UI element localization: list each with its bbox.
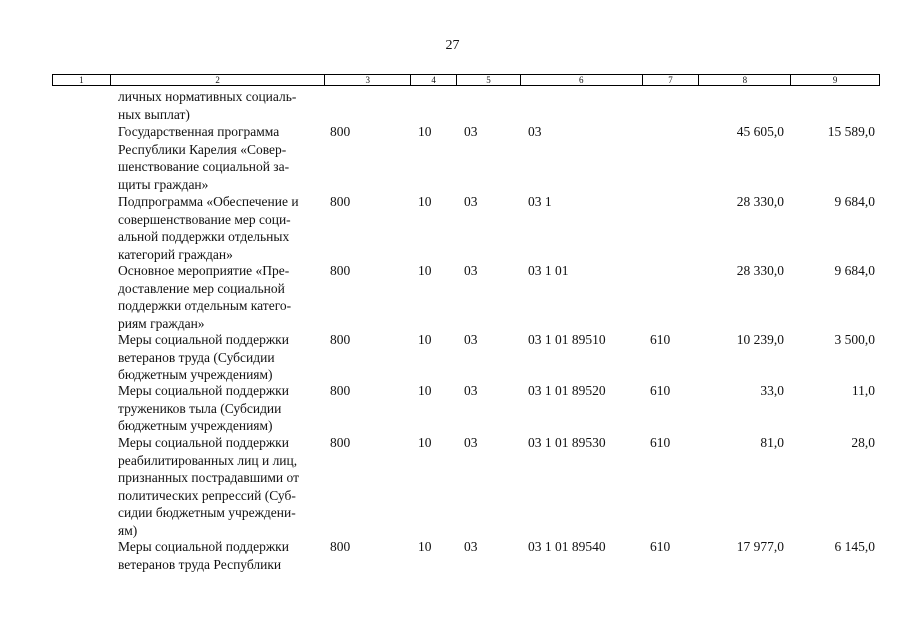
row-name-line: Меры социальной поддержки: [118, 383, 289, 398]
row-name-line: совершенствование мер соци-: [118, 211, 291, 227]
table-header: [52, 74, 880, 86]
row-name-line: ям): [118, 522, 138, 538]
row-name: [118, 262, 328, 332]
row-cell-c6: 03 1 01 89540: [528, 539, 606, 554]
row-name-line: щиты граждан»: [118, 176, 209, 192]
row-name-line: бюджетным учреждениям): [118, 418, 273, 433]
row-cell-c8: 17 977,0: [736, 539, 784, 554]
row-name-line: тружеников тыла (Субсидии: [118, 400, 282, 416]
row-cell-c5: 03: [464, 124, 478, 139]
row-name-line: категорий граждан»: [118, 246, 233, 262]
row-cell-c9: 9 684,0: [834, 194, 875, 209]
row-cell-c8: 28 330,0: [736, 263, 784, 278]
row-name-line: ветеранов труда (Субсидии: [118, 349, 275, 365]
row-name-line: доставление мер социальной: [118, 280, 285, 296]
row-cell-c5: 03: [464, 383, 478, 398]
row-cell-c9: 6 145,0: [834, 539, 875, 554]
row-name: [118, 123, 328, 193]
row-name-line: бюджетным учреждениям): [118, 367, 273, 382]
row-cell-c3: 800: [330, 124, 351, 139]
row-name: [118, 331, 328, 384]
row-name-line: Республики Карелия «Совер-: [118, 141, 287, 157]
row-cell-c5: 03: [464, 435, 478, 450]
row-cell-c3: 800: [330, 539, 351, 554]
row-cell-c9: 3 500,0: [834, 332, 875, 347]
row-name-line: сидии бюджетным учреждени-: [118, 505, 296, 520]
row-cell-c4: 10: [418, 263, 432, 278]
row-name-line: Основное мероприятие «Пре-: [118, 263, 290, 278]
row-cell-c5: 03: [464, 539, 478, 554]
row-cell-c7: 610: [650, 435, 671, 450]
row-name-line: Государственная программа: [118, 124, 280, 139]
row-name-line: Меры социальной поддержки: [118, 435, 289, 450]
row-cell-c3: 800: [330, 383, 351, 398]
header-col-8: 8: [699, 75, 791, 85]
row-cell-c4: 10: [418, 332, 432, 347]
row-name: [118, 88, 328, 123]
row-cell-c8: 10 239,0: [736, 332, 784, 347]
row-name-line: альной поддержки отдельных: [118, 229, 290, 244]
row-cell-c5: 03: [464, 194, 478, 209]
row-name-line: поддержки отдельным катего-: [118, 298, 292, 313]
row-cell-c6: 03 1 01: [528, 263, 569, 278]
row-cell-c4: 10: [418, 435, 432, 450]
row-cell-c8: 33,0: [760, 383, 784, 398]
row-cell-c7: 610: [650, 332, 671, 347]
row-name-line: личных нормативных социаль-: [118, 89, 297, 104]
row-cell-c9: 15 589,0: [827, 124, 875, 139]
row-name-line: ветеранов труда Республики: [118, 556, 282, 572]
row-name-line: риям граждан»: [118, 315, 205, 331]
row-cell-c9: 28,0: [851, 435, 875, 450]
row-name-line: политических репрессий (Суб-: [118, 487, 296, 503]
row-name-line: признанных пострадавшими от: [118, 470, 299, 485]
row-cell-c9: 9 684,0: [834, 263, 875, 278]
row-name: [118, 538, 328, 573]
row-name-line: ных выплат): [118, 106, 190, 122]
row-cell-c5: 03: [464, 263, 478, 278]
row-cell-c4: 10: [418, 124, 432, 139]
row-name-line: Подпрограмма «Обеспечение и: [118, 194, 299, 209]
header-col-4: 4: [411, 75, 457, 85]
header-col-3: 3: [325, 75, 411, 85]
row-name: [118, 382, 328, 435]
row-name-line: Меры социальной поддержки: [118, 539, 289, 554]
row-cell-c6: 03 1: [528, 194, 552, 209]
header-col-2: 2: [111, 75, 325, 85]
row-name-line: реабилитированных лиц и лиц,: [118, 452, 298, 468]
row-cell-c4: 10: [418, 194, 432, 209]
row-name-line: Меры социальной поддержки: [118, 332, 289, 347]
header-col-9: 9: [832, 75, 838, 85]
row-cell-c6: 03: [528, 124, 542, 139]
page-number: 27: [445, 38, 460, 53]
row-cell-c7: 610: [650, 383, 671, 398]
row-cell-c8: 45 605,0: [736, 124, 784, 139]
row-cell-c6: 03 1 01 89510: [528, 332, 606, 347]
row-cell-c6: 03 1 01 89530: [528, 435, 606, 450]
row-cell-c7: 610: [650, 539, 671, 554]
row-cell-c9: 11,0: [851, 383, 875, 398]
row-name: [118, 193, 328, 263]
row-name-line: шенствование социальной за-: [118, 159, 290, 174]
row-cell-c8: 81,0: [760, 435, 784, 450]
row-cell-c5: 03: [464, 332, 478, 347]
header-col-7: 7: [643, 75, 700, 85]
row-cell-c3: 800: [330, 194, 351, 209]
header-col-6: 6: [521, 75, 643, 85]
row-cell-c4: 10: [418, 539, 432, 554]
row-cell-c3: 800: [330, 435, 351, 450]
header-col-1: 1: [53, 75, 111, 85]
row-cell-c8: 28 330,0: [736, 194, 784, 209]
row-cell-c3: 800: [330, 263, 351, 278]
header-col-5: 5: [457, 75, 521, 85]
row-cell-c4: 10: [418, 383, 432, 398]
row-cell-c6: 03 1 01 89520: [528, 383, 606, 398]
row-cell-c3: 800: [330, 332, 351, 347]
row-name: [118, 434, 328, 539]
